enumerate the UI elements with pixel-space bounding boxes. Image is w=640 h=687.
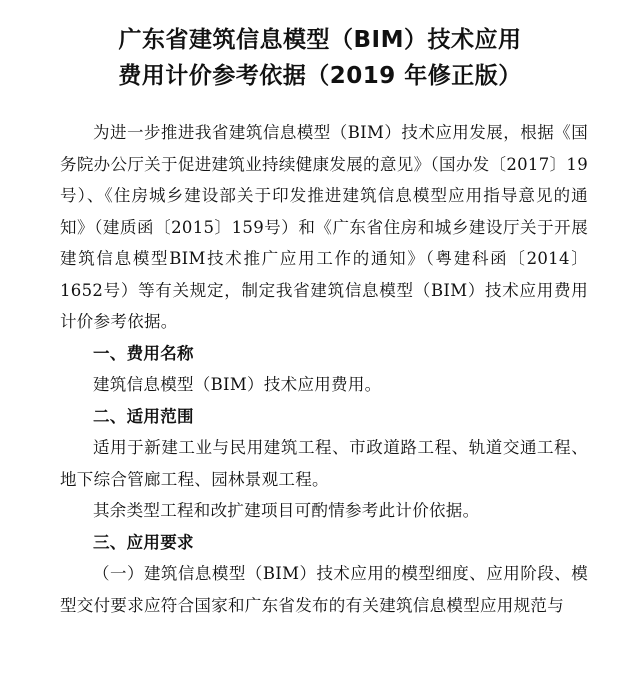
section-2-heading: 二、适用范围 xyxy=(93,406,194,426)
intro-paragraph: 为进一步推进我省建筑信息模型（BIM）技术应用发展，根据《国务院办公厅关于促进建筑业持续健康发展的意见》（国办发〔2017〕19号）、《住房城乡建设部关于印发推进建筑信息模型应用指导意见的通知》（建质函〔2015〕159号）和《广东省住房和城乡建设厅关于开展建筑信息模型BIM技术推广应用工作的通知》（粤建科函〔2014〕1652号）等有关规定，制定我省建筑信息模型（BIM）技术应用费用计价参考依据。 xyxy=(60,123,588,331)
document-body xyxy=(60,117,588,621)
section-1-heading: 一、费用名称 xyxy=(93,343,194,363)
section-2-text-1: 适用于新建工业与民用建筑工程、市政道路工程、轨道交通工程、地下综合管廊工程、园林景观工程。 xyxy=(60,438,588,489)
section-2-text-2: 其余类型工程和改扩建项目可酌情参考此计价依据。 xyxy=(93,501,480,520)
section-3-text-1: （一）建筑信息模型（BIM）技术应用的模型细度、应用阶段、模型交付要求应符合国家和广东省发布的有关建筑信息模型应用规范与 xyxy=(60,564,588,615)
section-1-text: 建筑信息模型（BIM）技术应用费用。 xyxy=(93,375,382,394)
document-title xyxy=(0,0,640,94)
section-3-heading: 三、应用要求 xyxy=(93,532,194,552)
title-line-2: 费用计价参考依据（2019 年修正版） xyxy=(118,63,522,89)
title-line-1: 广东省建筑信息模型（BIM）技术应用 xyxy=(118,27,522,53)
